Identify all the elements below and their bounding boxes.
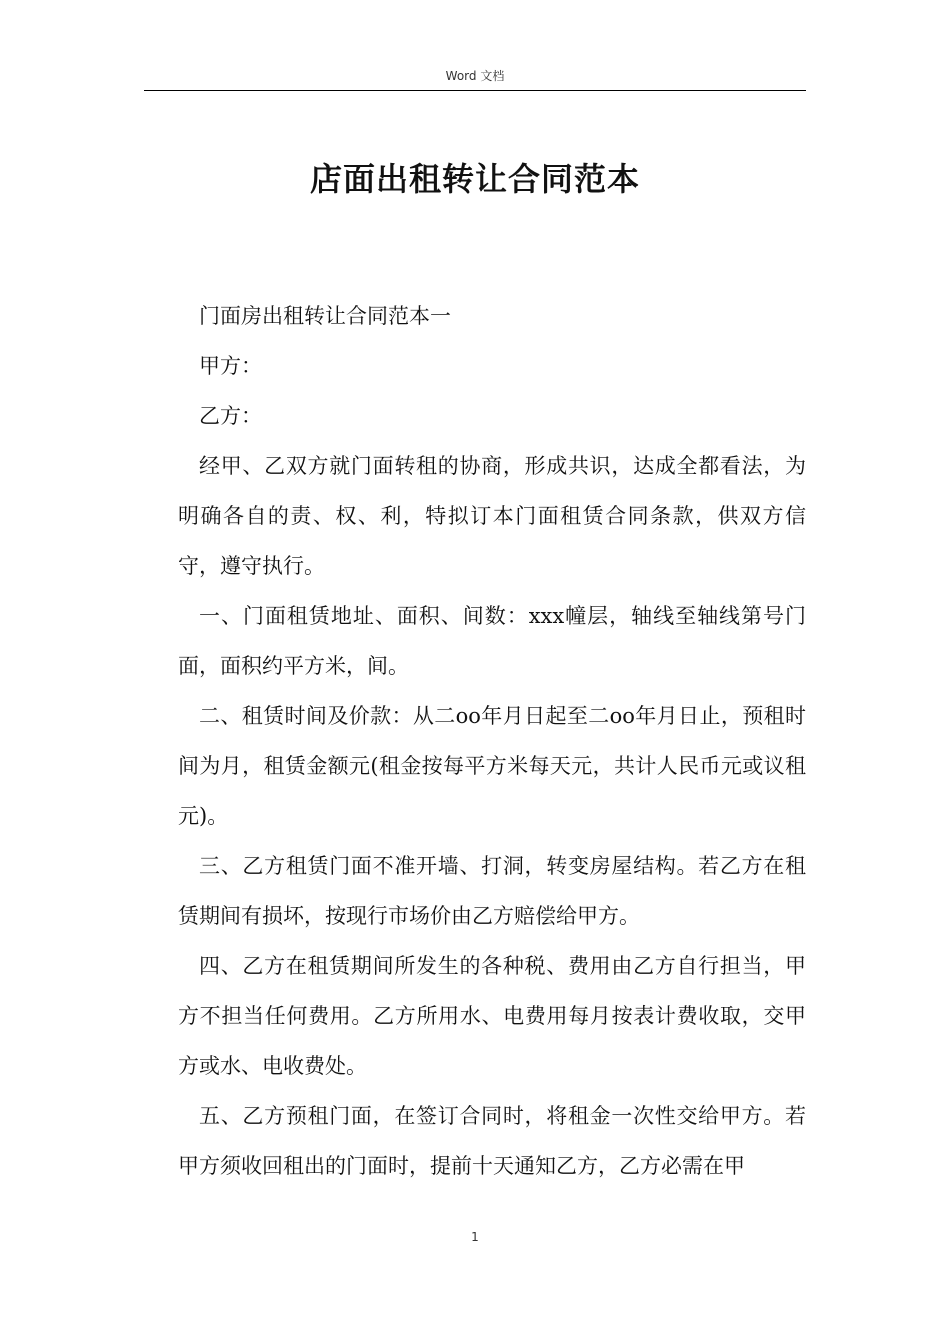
paragraph-party-a: 甲方： [199, 354, 262, 378]
document-title: 店面出租转让合同范本 [309, 160, 640, 198]
paragraph-clause-2: 二、租赁时间及价款：从二oo年月日起至二oo年月日止，预租时间为月，租赁金额元(租金按每平方米每天元，共计人民币元或议租元)。 [178, 704, 806, 828]
paragraph-clause-3: 三、乙方租赁门面不准开墙、打洞，转变房屋结构。若乙方在租赁期间有损坏，按现行市场价由乙方赔偿给甲方。 [178, 854, 806, 928]
paragraph-party-b: 乙方： [199, 404, 262, 428]
paragraph-clause-1: 一、门面租赁地址、面积、间数：xxx幢层，轴线至轴线第号门面，面积约平方米，间。 [178, 604, 806, 678]
paragraph-clause-4: 四、乙方在租赁期间所发生的各种税、费用由乙方自行担当，甲方不担当任何费用。乙方所用水、电费用每月按表计费收取，交甲方或水、电收费处。 [178, 954, 806, 1078]
paragraph-clause-5: 五、乙方预租门面，在签订合同时，将租金一次性交给甲方。若甲方须收回租出的门面时，提前十天通知乙方，乙方必需在甲 [178, 1104, 806, 1178]
page-number: 1 [471, 1230, 479, 1244]
page-header [144, 64, 806, 91]
paragraph-subtitle: 门面房出租转让合同范本一 [199, 304, 451, 328]
paragraph-preamble: 经甲、乙双方就门面转租的协商，形成共识，达成全都看法，为明确各自的责、权、利，特拟订本门面租赁合同条款，供双方信守，遵守执行。 [178, 454, 806, 578]
header-text: Word 文档 [445, 69, 505, 83]
document-body [178, 291, 806, 1191]
